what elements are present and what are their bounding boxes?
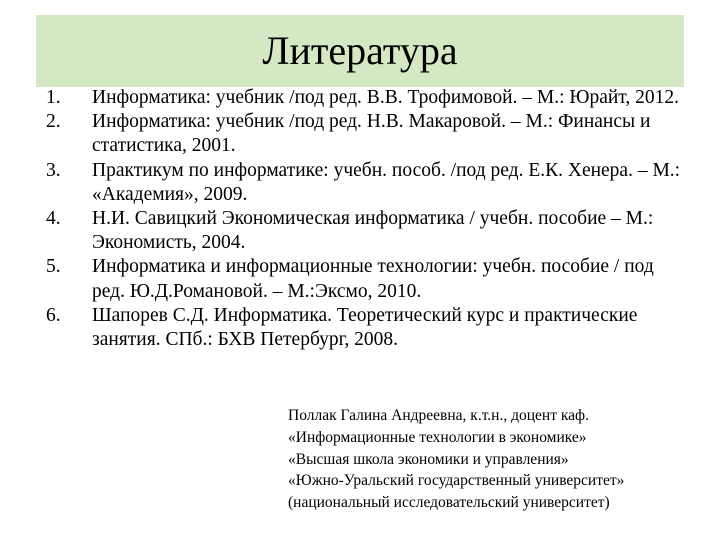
list-item [36,86,684,110]
list-item-number: 2. [46,111,61,133]
page-title: Литература [262,28,458,73]
list-item-text: Информатика и информационные технологии: учебн. пособие / под ред. Ю.Д.Романовой. – М.:Эксмо, 2010. [92,256,654,302]
author-name: Поллак Галина Андреевна, к.т.н., доцент каф. [288,407,589,424]
list-item-number: 5. [46,256,61,278]
list-item [36,110,684,158]
author-department: «Информационные технологии в экономике» [288,428,587,446]
list-item-text: Н.И. Савицкий Экономическая информатика / учебн. пособие – М.: Экономисть, 2004. [92,208,654,254]
list-item-text: Шапорев С.Д. Информатика. Теоретический курс и практические занятия. СПб.: БХВ Петербург, 2008. [92,304,638,351]
author-university: «Южно-Уральский государственный университет» [288,472,625,490]
list-item-number: 6. [46,304,61,326]
list-item-number: 4. [46,208,61,230]
list-item [36,304,684,352]
list-item-text: Практикум по информатике: учебн. пособ. /под ред. Е.К. Хенера. – М.: «Академия», 2009. [92,159,681,205]
author-info [288,405,698,514]
list-item-text: Информатика: учебник /под ред. Н.В. Макаровой. – М.: Финансы и статистика, 2001. [92,111,651,157]
list-item [36,159,684,207]
author-school: «Высшая школа экономики и управления» [288,450,569,468]
reference-list [36,86,684,352]
list-item-text: Информатика: учебник /под ред. В.В. Трофимовой. – М.: Юрайт, 2012. [92,87,679,108]
title-bar [36,15,684,87]
list-item [36,255,684,303]
list-item-number: 1. [46,87,61,108]
list-item [36,207,684,255]
list-item-number: 3. [46,159,61,181]
author-university-status: (национальный исследовательский университет) [288,494,610,512]
